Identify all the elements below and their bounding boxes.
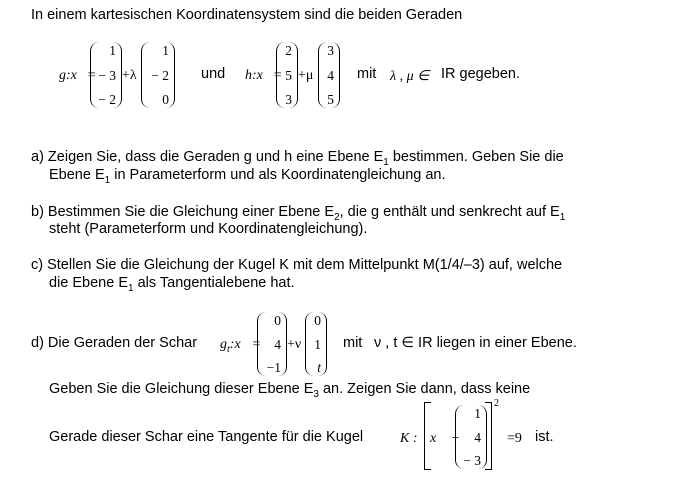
vector-entry: t [317,360,321,375]
vector-entry: 5 [285,67,292,83]
g-support-vector [87,42,122,108]
kugel-label: K : [400,431,418,446]
gt-name: g [220,337,227,352]
und-text: und [201,66,226,82]
g-plus-lambda: +λ [122,68,137,83]
g-eq: = [87,68,96,83]
vector-entry: − 3 [98,67,116,83]
h-eq: = [273,68,282,83]
h-plus-mu: +μ [298,68,314,83]
gt-support-vector [257,312,287,376]
h-label: h: [245,68,257,83]
g-direction-vector [141,42,175,108]
task-a-text: in Parameterform und als Koordinatengleichung an. [110,167,446,183]
task-c-line2 [49,275,295,294]
subscript: t [227,344,230,355]
kugel-center-vector [455,405,487,469]
params-lambda-mu: λ , μ ∈ [390,69,430,84]
ist-text: ist. [535,429,554,445]
task-a-text: Ebene E [49,167,105,183]
vector-entry: 0 [274,313,281,328]
kugel-x-minus: x⃗ − [430,431,461,446]
vector-entry: 1 [162,43,169,58]
vector-entry: 3 [327,43,334,58]
vector-entry: 0 [314,313,321,328]
kugel-eq: =9 [507,431,522,446]
subscript: 1 [383,157,389,168]
subscript: 1 [104,175,111,186]
gegeben-text: IR gegeben. [441,66,521,82]
vector-entry: − 2 [151,67,169,83]
subscript: 3 [313,389,319,400]
task-d-line1: d) Die Geraden der Schar [31,335,198,351]
task-d-text: Geben Sie die Gleichung dieser Ebene E [49,381,314,397]
h-direction-vector [318,42,340,108]
d-mit-text: mit [343,335,363,351]
task-b-text: b) Bestimmen Sie die Gleichung einer Ebene E [31,204,335,220]
vector-entry: 1 [109,43,116,58]
gt-xvec: :x⃗= [229,337,261,352]
kugel-exponent: 2 [494,398,499,409]
task-a-text: a) Zeigen Sie, dass die Geraden g und h eine Ebene E [31,149,384,165]
g-xvec: x⃗ [70,68,88,83]
task-d-text: an. Zeigen Sie dann, dass keine [318,381,531,397]
vector-entry: 1 [314,336,321,352]
vector-entry: − 3 [463,453,481,468]
vector-entry: 4 [327,67,334,83]
gt-label [220,337,261,353]
vector-entry: 2 [285,43,292,58]
task-b-line2: steht (Parameterform und Koordinatengleichung). [49,221,368,237]
d-params-text: ν , t ∈ IR liegen in einer Ebene. [374,335,577,351]
task-b-text: , die g enthält und senkrecht auf E [339,204,560,220]
task-b-line1 [31,204,566,223]
vector-entry: −1 [266,360,281,375]
subscript: 1 [559,212,566,223]
vector-entry: 0 [162,92,169,107]
task-c-text: als Tangentialebene hat. [133,275,295,291]
g-label: g: [59,68,71,83]
mit-text: mit [357,66,377,82]
h-support-vector [273,42,298,108]
vector-entry: 4 [474,429,481,445]
task-d-line3: Gerade dieser Schar eine Tangente für die Kugel [49,429,364,445]
task-a-line1 [31,149,564,168]
gt-plus-nu: +ν [287,337,302,352]
subscript: 1 [128,283,134,294]
vector-entry: 5 [327,92,334,107]
task-a-line2 [49,167,446,186]
vector-entry: 1 [474,406,481,421]
gt-direction-vector [305,312,327,376]
vector-entry: 4 [274,336,281,352]
h-xvec: x⃗ [256,68,274,83]
intro-text: In einem kartesischen Koordinatensystem sind die beiden Geraden [31,7,463,23]
task-c-line1: c) Stellen Sie die Gleichung der Kugel K mit dem Mittelpunkt M(1/4/–3) auf, welche [31,257,563,273]
task-d-line2 [49,381,531,400]
vector-entry: 3 [285,92,292,107]
subscript: 2 [334,212,340,223]
task-c-text: die Ebene E [49,275,129,291]
vector-entry: − 2 [98,92,116,107]
task-a-text: bestimmen. Geben Sie die [388,149,564,165]
